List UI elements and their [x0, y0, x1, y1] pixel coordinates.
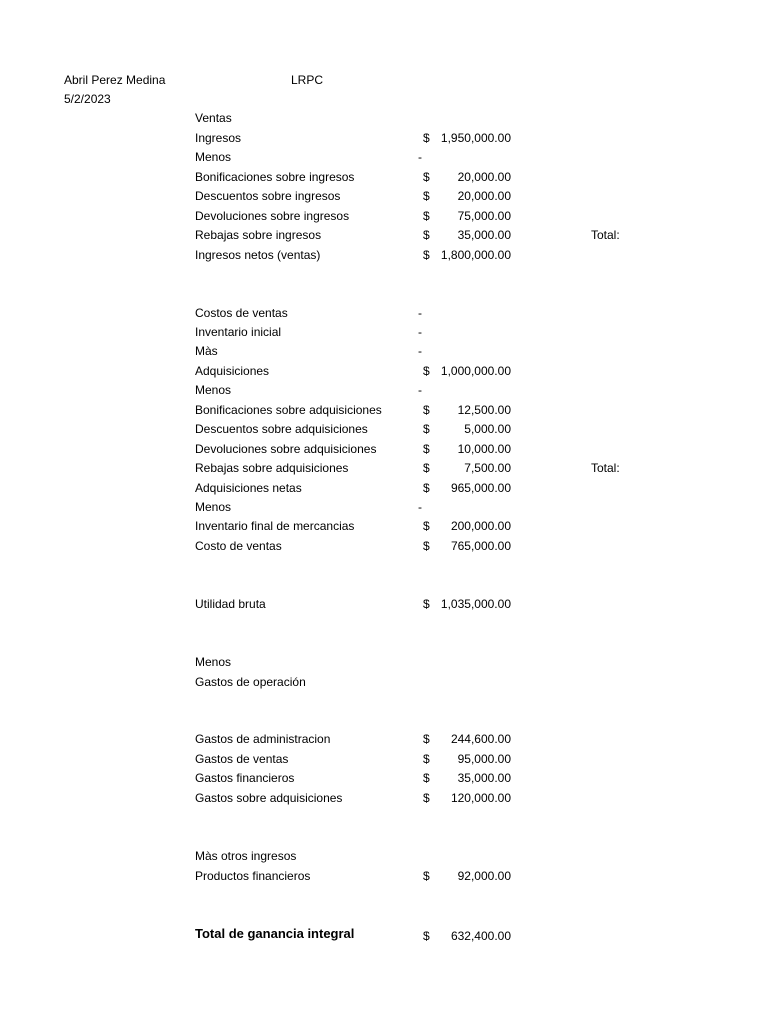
row-label: Productos financieros — [195, 869, 311, 883]
row-label: Ingresos — [195, 131, 242, 145]
row-label: Ingresos netos (ventas) — [195, 248, 321, 262]
currency-symbol: $ — [423, 771, 430, 785]
currency-symbol: $ — [423, 189, 430, 203]
row-amount: 200,000.00 — [450, 519, 511, 533]
row-label: Total de ganancia integral — [195, 926, 355, 941]
row-amount: 632,400.00 — [450, 929, 511, 943]
row-amount: 244,600.00 — [450, 732, 511, 746]
currency-symbol: $ — [423, 461, 430, 475]
row-amount: 1,000,000.00 — [440, 364, 511, 378]
document-date: 5/2/2023 — [64, 92, 111, 106]
dash-mark: - — [418, 383, 422, 397]
row-amount: 5,000.00 — [464, 422, 511, 436]
row-amount: 765,000.00 — [450, 539, 511, 553]
row-label: Rebajas sobre adquisiciones — [195, 461, 349, 475]
row-label: Gastos de ventas — [195, 752, 289, 766]
currency-symbol: $ — [423, 597, 430, 611]
row-label: Menos — [195, 383, 232, 397]
currency-symbol: $ — [423, 539, 430, 553]
currency-symbol: $ — [423, 364, 430, 378]
total-label: Total: — [591, 461, 620, 475]
row-amount: 1,950,000.00 — [440, 131, 511, 145]
row-label: Inventario final de mercancias — [195, 519, 355, 533]
total-label: Total: — [591, 228, 620, 242]
row-label: Inventario inicial — [195, 325, 282, 339]
row-amount: 75,000.00 — [457, 209, 511, 223]
currency-symbol: $ — [423, 519, 430, 533]
row-amount: 92,000.00 — [457, 869, 511, 883]
row-amount: 35,000.00 — [457, 771, 511, 785]
currency-symbol: $ — [423, 791, 430, 805]
currency-symbol: $ — [423, 403, 430, 417]
document-code: LRPC — [291, 73, 324, 87]
dash-mark: - — [418, 344, 422, 358]
row-label: Gastos sobre adquisiciones — [195, 791, 343, 805]
row-label: Descuentos sobre ingresos — [195, 189, 341, 203]
row-label: Màs — [195, 344, 218, 358]
row-label: Màs otros ingresos — [195, 849, 297, 863]
row-label: Gastos financieros — [195, 771, 295, 785]
row-label: Utilidad bruta — [195, 597, 266, 611]
row-label: Adquisiciones netas — [195, 481, 302, 495]
row-label: Descuentos sobre adquisiciones — [195, 422, 368, 436]
currency-symbol: $ — [423, 929, 430, 943]
row-amount: 1,035,000.00 — [440, 597, 511, 611]
row-amount: 10,000.00 — [457, 442, 511, 456]
row-label: Bonificaciones sobre ingresos — [195, 170, 355, 184]
dash-mark: - — [418, 306, 422, 320]
row-label: Gastos de operación — [195, 675, 306, 689]
row-label: Costos de ventas — [195, 306, 288, 320]
currency-symbol: $ — [423, 481, 430, 495]
currency-symbol: $ — [423, 422, 430, 436]
currency-symbol: $ — [423, 752, 430, 766]
row-amount: 7,500.00 — [464, 461, 511, 475]
row-label: Devoluciones sobre ingresos — [195, 209, 350, 223]
currency-symbol: $ — [423, 869, 430, 883]
row-amount: 95,000.00 — [457, 752, 511, 766]
currency-symbol: $ — [423, 442, 430, 456]
row-label: Menos — [195, 655, 232, 669]
currency-symbol: $ — [423, 170, 430, 184]
row-label: Ventas — [195, 111, 232, 125]
currency-symbol: $ — [423, 131, 430, 145]
row-label: Gastos de administracion — [195, 732, 331, 746]
currency-symbol: $ — [423, 248, 430, 262]
row-amount: 20,000.00 — [457, 189, 511, 203]
dash-mark: - — [418, 500, 422, 514]
author-name: Abril Perez Medina — [64, 73, 166, 87]
row-label: Rebajas sobre ingresos — [195, 228, 322, 242]
row-label: Devoluciones sobre adquisiciones — [195, 442, 377, 456]
row-amount: 35,000.00 — [457, 228, 511, 242]
row-label: Bonificaciones sobre adquisiciones — [195, 403, 382, 417]
row-amount: 12,500.00 — [457, 403, 511, 417]
row-label: Adquisiciones — [195, 364, 270, 378]
row-amount: 20,000.00 — [457, 170, 511, 184]
row-label: Costo de ventas — [195, 539, 282, 553]
currency-symbol: $ — [423, 209, 430, 223]
row-label: Menos — [195, 500, 232, 514]
row-amount: 965,000.00 — [450, 481, 511, 495]
currency-symbol: $ — [423, 228, 430, 242]
row-amount: 120,000.00 — [450, 791, 511, 805]
row-label: Menos — [195, 150, 232, 164]
dash-mark: - — [418, 325, 422, 339]
row-amount: 1,800,000.00 — [440, 248, 511, 262]
currency-symbol: $ — [423, 732, 430, 746]
dash-mark: - — [418, 150, 422, 164]
